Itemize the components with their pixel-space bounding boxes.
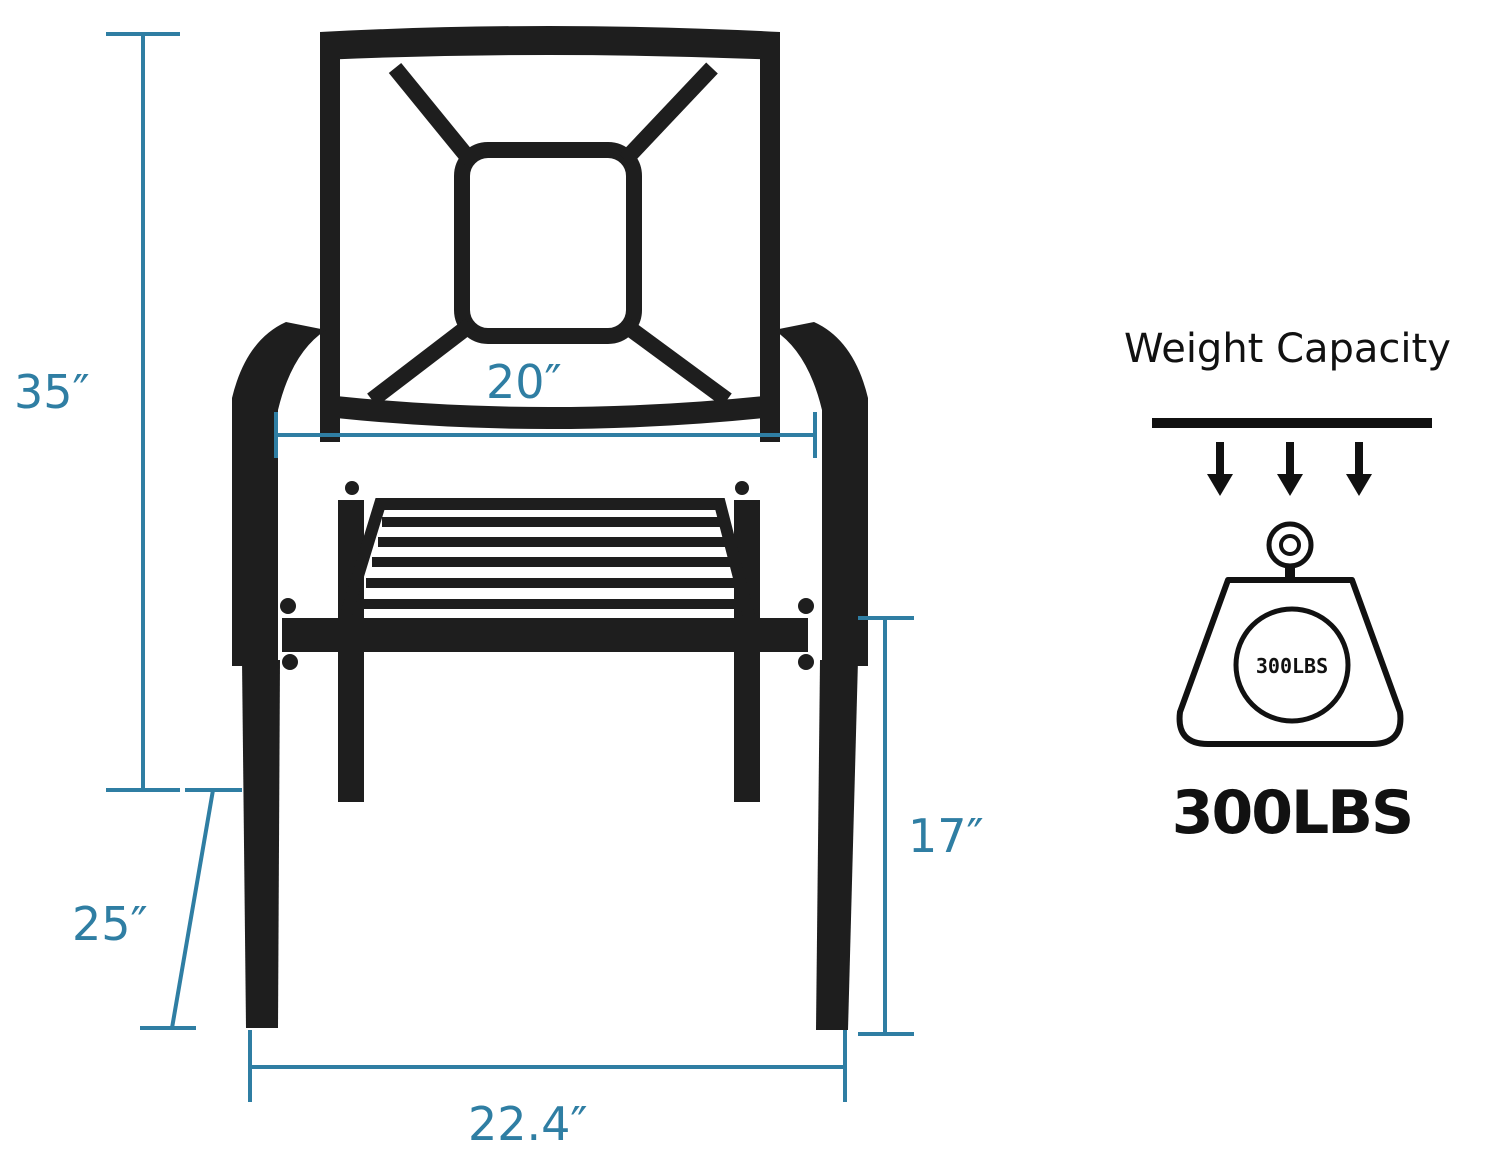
dim-width-label: 22.4″ xyxy=(468,1097,588,1151)
seat xyxy=(342,504,752,628)
dim-seat-height-label: 17″ xyxy=(908,809,984,863)
weight-capacity-panel xyxy=(1124,326,1451,848)
front-stretcher xyxy=(282,618,808,652)
weight-badge-label: 300LBS xyxy=(1255,654,1329,678)
weight-capacity-value: 300LBS xyxy=(1171,778,1413,848)
chair-illustration xyxy=(232,26,868,1030)
dimension-lines xyxy=(106,34,914,1102)
dim-back-width-label: 20″ xyxy=(486,355,562,409)
front-leg-right xyxy=(822,398,868,666)
down-arrow-icon xyxy=(1207,442,1372,496)
weight-icon xyxy=(1180,524,1401,744)
front-leg-left xyxy=(232,398,278,666)
weight-capacity-title: Weight Capacity xyxy=(1124,326,1451,372)
dim-depth-label: 25″ xyxy=(72,897,148,951)
dim-height-label: 35″ xyxy=(14,365,90,419)
load-bar xyxy=(1152,418,1432,428)
